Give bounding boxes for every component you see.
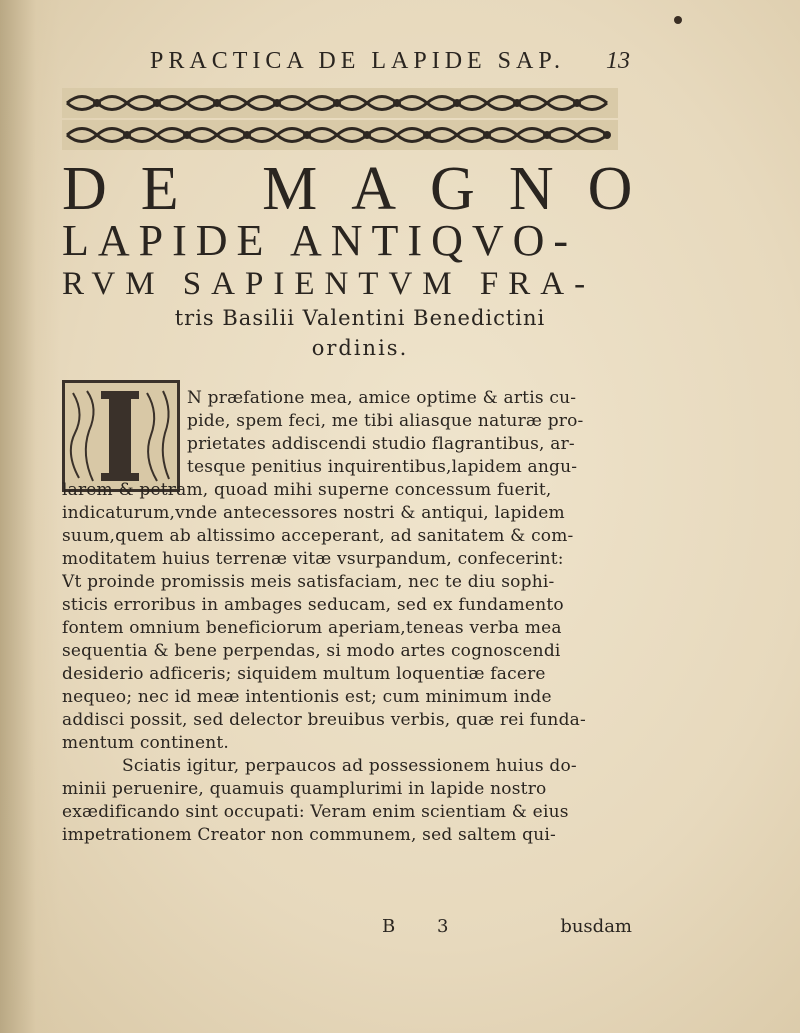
text-line: pide, spem feci, me tibi aliasque naturæ pro- [187, 411, 584, 431]
title-line-3: RVM SAPIENTVM FRA- [62, 266, 596, 302]
text-line: exædificando sint occupati: Veram enim scientiam & eius [62, 802, 569, 822]
text-line: desiderio adficeris; siquidem multum loquentiæ facere [62, 664, 546, 684]
title-line-1: DE MAGNO [62, 155, 667, 223]
text-line: indicaturum,vnde antecessores nostri & antiqui, lapidem [62, 503, 565, 523]
running-head [150, 48, 630, 78]
gutter-shadow [0, 0, 60, 1033]
text-line: impetrationem Creator non communem, sed saltem qui- [62, 825, 556, 845]
text-line: tesque penitius inquirentibus,lapidem angu- [187, 457, 578, 477]
floral-band-icon [62, 120, 618, 150]
text-line: minii peruenire, quamuis quamplurimi in lapide nostro [62, 779, 547, 799]
page-number: 13 [606, 48, 630, 74]
body-text [62, 387, 632, 847]
text-line: larem & petram, quoad mihi superne concessum fuerit, [62, 480, 552, 500]
running-head-title: PRACTICA DE LAPIDE SAP. [150, 48, 566, 74]
title-line-5: ordinis. [311, 336, 409, 360]
text-line: Vt proinde promissis meis satisfaciam, nec te diu sophi- [62, 572, 555, 592]
title-line-2: LAPIDE ANTIQVO- [62, 216, 578, 265]
text-line: Sciatis igitur, perpaucos ad possessionem huius do- [122, 756, 577, 776]
catchline [62, 916, 632, 942]
signature-mark: B 3 [382, 916, 467, 937]
text-line: fontem omnium beneficiorum aperiam,teneas verba mea [62, 618, 562, 638]
text-line: addisci possit, sed delector breuibus verbis, quæ rei funda- [62, 710, 586, 730]
text-line: N præfatione mea, amice optime & artis cu- [187, 388, 577, 408]
text-line: suum,quem ab altissimo acceperant, ad sanitatem & com- [62, 526, 574, 546]
text-line: sticis erroribus in ambages seducam, sed ex fundamento [62, 595, 564, 615]
text-line: mentum continent. [62, 733, 230, 753]
ink-spot [674, 16, 682, 24]
text-line: nequeo; nec id meæ intentionis est; cum minimum inde [62, 687, 552, 707]
text-line: sequentia & bene perpendas, si modo artes cognoscendi [62, 641, 561, 661]
text-line: moditatem huius terrenæ vitæ vsurpandum, confecerint: [62, 549, 564, 569]
catchword: busdam [560, 916, 632, 937]
floral-band-icon [62, 88, 618, 118]
text-line: prietates addiscendi studio flagrantibus, ar- [187, 434, 575, 454]
title-line-4: tris Basilii Valentini Benedictini [174, 306, 546, 330]
